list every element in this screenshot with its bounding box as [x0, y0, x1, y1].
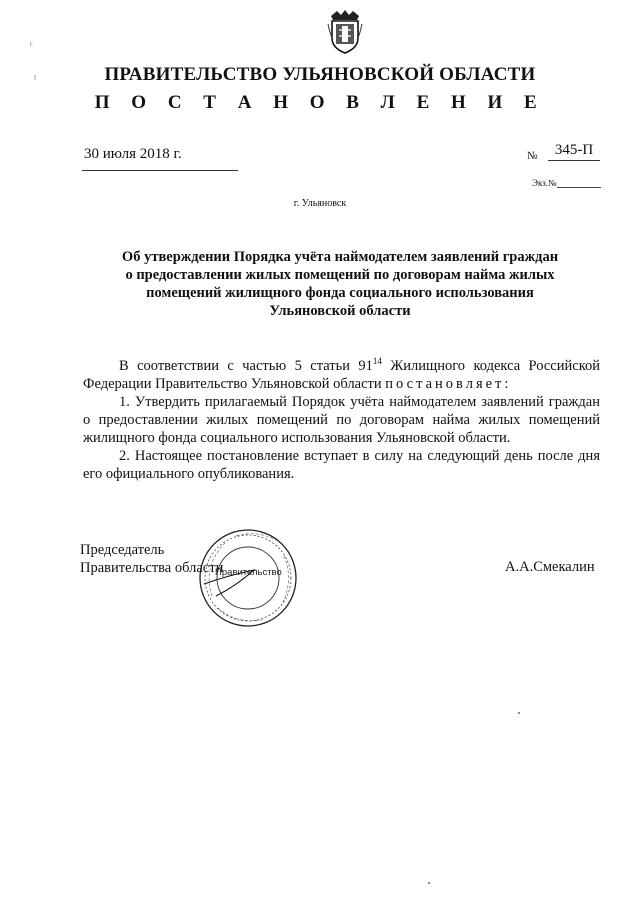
heading-line: о предоставлении жилых помещений по договорам найма жилых — [125, 267, 555, 283]
heading-line: помещений жилищного фонда социального использования — [146, 285, 534, 301]
clause-1: 1. Утвердить прилагаемый Порядок учёта наймодателем заявлений граждан о предоставлении жилых помещений по договорам найма жилых помещений жилищного фонда социального использования Ульяновской области. — [83, 393, 600, 446]
coat-of-arms-icon — [327, 8, 363, 54]
clause-2: 2. Настоящее постановление вступает в силу на следующий день после дня его официального опубликования. — [83, 447, 600, 482]
stamp-label: Правительство — [215, 567, 282, 578]
scan-mark: ᶠ — [34, 74, 37, 85]
copy-number-label: Экз.№ — [532, 178, 557, 188]
document-body — [83, 352, 600, 483]
preamble-text: В соответствии с частью 5 статьи 91 — [119, 357, 373, 374]
scan-mark: ᶜ — [30, 40, 33, 51]
scan-mark — [518, 712, 520, 714]
copy-number-underline — [557, 187, 601, 188]
position-line: Правительства области — [80, 560, 224, 576]
document-date: 30 июля 2018 г. — [84, 146, 182, 162]
preamble-text-continued: Жилищного кодекса Российской Федерации Правительство Ульяновской области — [83, 357, 601, 392]
government-title: ПРАВИТЕЛЬСТВО УЛЬЯНОВСКОЙ ОБЛАСТИ — [104, 64, 536, 85]
document-type: П О С Т А Н О В Л Е Н И Е — [94, 92, 546, 113]
heading-line: Ульяновской области — [269, 303, 411, 319]
article-superscript: 14 — [372, 356, 382, 366]
document-number: 345-П — [548, 142, 600, 161]
signatory-name: А.А.Смекалин — [505, 559, 595, 575]
date-underline — [82, 170, 238, 171]
number-label: № — [527, 150, 538, 162]
round-seal-stamp — [196, 526, 300, 630]
resolves-word: постановляет: — [385, 375, 512, 392]
document-heading — [100, 248, 580, 320]
city: г. Ульяновск — [293, 198, 347, 209]
heading-line: Об утверждении Порядка учёта наймодателем заявлений граждан — [121, 249, 559, 265]
position-line: Председатель — [80, 542, 165, 558]
preamble-paragraph — [83, 352, 600, 393]
scan-mark — [428, 882, 430, 884]
